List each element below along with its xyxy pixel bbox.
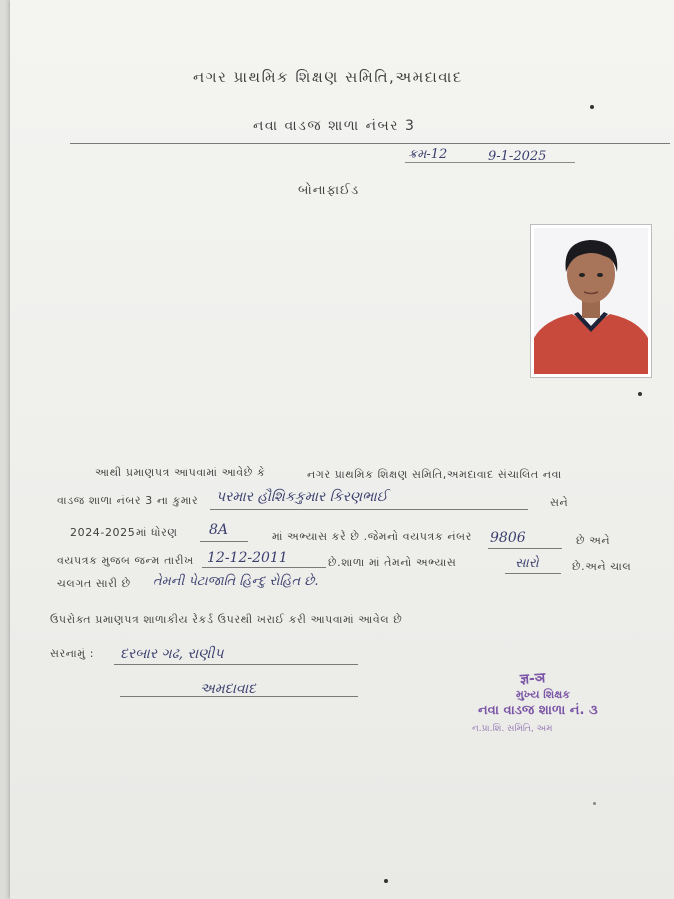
stamp-school: નવા વાડજ શાળા નં. ૩ [478,703,598,718]
body-line4-mid: છે.શાળા માં તેમનો અભ્યાસ [328,556,457,569]
academic-year: 2024-2025 [70,526,136,539]
paper-speck [590,105,594,109]
document-title: બોનાફાઈડ [298,183,360,198]
standard-underline [200,541,248,542]
body-line5-prefix: ચલગત સારી છે [57,577,131,590]
study-remark: સારો [515,556,539,571]
school-heading: નવા વાડજ શાળા નંબર 3 [253,118,416,134]
verification-line: ઉપરોક્ત પ્રમાણપત્ર શાળાકીય રેકર્ડ ઉપરથી ખરાઈ કરી આપવામાં આવેલ છે [50,613,403,626]
reference-number: ક્રમ-12 [408,147,448,162]
header-rule [70,143,670,144]
paper-speck [384,879,388,883]
body-line2-suffix: સને [550,496,569,509]
reference-underline [405,162,575,163]
org-heading: નગર પ્રાથમિક શિક્ષણ સમિતિ,અમદાવાદ [193,68,463,86]
student-photo [530,224,652,378]
address-line1: દરબાર ગઢ, રાણીપ [120,646,224,662]
register-underline [488,548,562,549]
body-line4-prefix: વયપત્રક મુજબ જન્મ તારીખ [57,554,194,567]
paper-speck [593,802,596,805]
body-line2-prefix: વાડજ શાળા નંબર 3 ના કુમાર [57,494,199,507]
caste-text: તેમની પેટાજાતિ હિન્દુ રોહિત છે. [153,574,319,589]
body-line1-suffix: નગર પ્રાથમિક શિક્ષણ સમિતિ,અમદાવાદ સંચાલિત નવા [307,468,562,481]
stamp-title: મુખ્ય શિક્ષક [516,688,571,701]
body-line3-mid: માં અભ્યાસ કરે છે .જેમનો વયપત્રક નંબર [272,530,472,543]
address-line2: અમદાવાદ [200,681,256,697]
date-of-birth: 12-12-2011 [207,550,288,566]
paper-speck [638,392,642,396]
standard-label: માં ધોરણ [136,526,178,539]
body-line3-suffix: છે અને [576,534,611,547]
address-label: સરનામું : [50,647,95,660]
address-line1-underline [114,664,358,665]
stamp-org: ન.પ્રા.શિ. સમિતિ, અમ [472,724,553,734]
reference-date: 9-1-2025 [488,149,547,164]
standard-value: 8A [209,522,229,538]
remark-underline [505,573,561,574]
principal-signature: ज्ञ-ञ [519,670,546,688]
student-name: પરમાર હૌશિકકુમાર કિરણભાઈ [216,489,388,505]
body-line1-prefix: આથી પ્રમાણપત્ર આપવામાં આવેછે કે [95,466,266,479]
address-line2-underline [120,696,358,697]
dob-underline [202,567,326,568]
register-number: 9806 [490,530,526,546]
student-portrait-icon [534,228,648,374]
certificate-page [10,0,674,899]
body-line4-suffix: છે.અને ચાલ [572,560,632,573]
student-name-underline [210,509,528,510]
